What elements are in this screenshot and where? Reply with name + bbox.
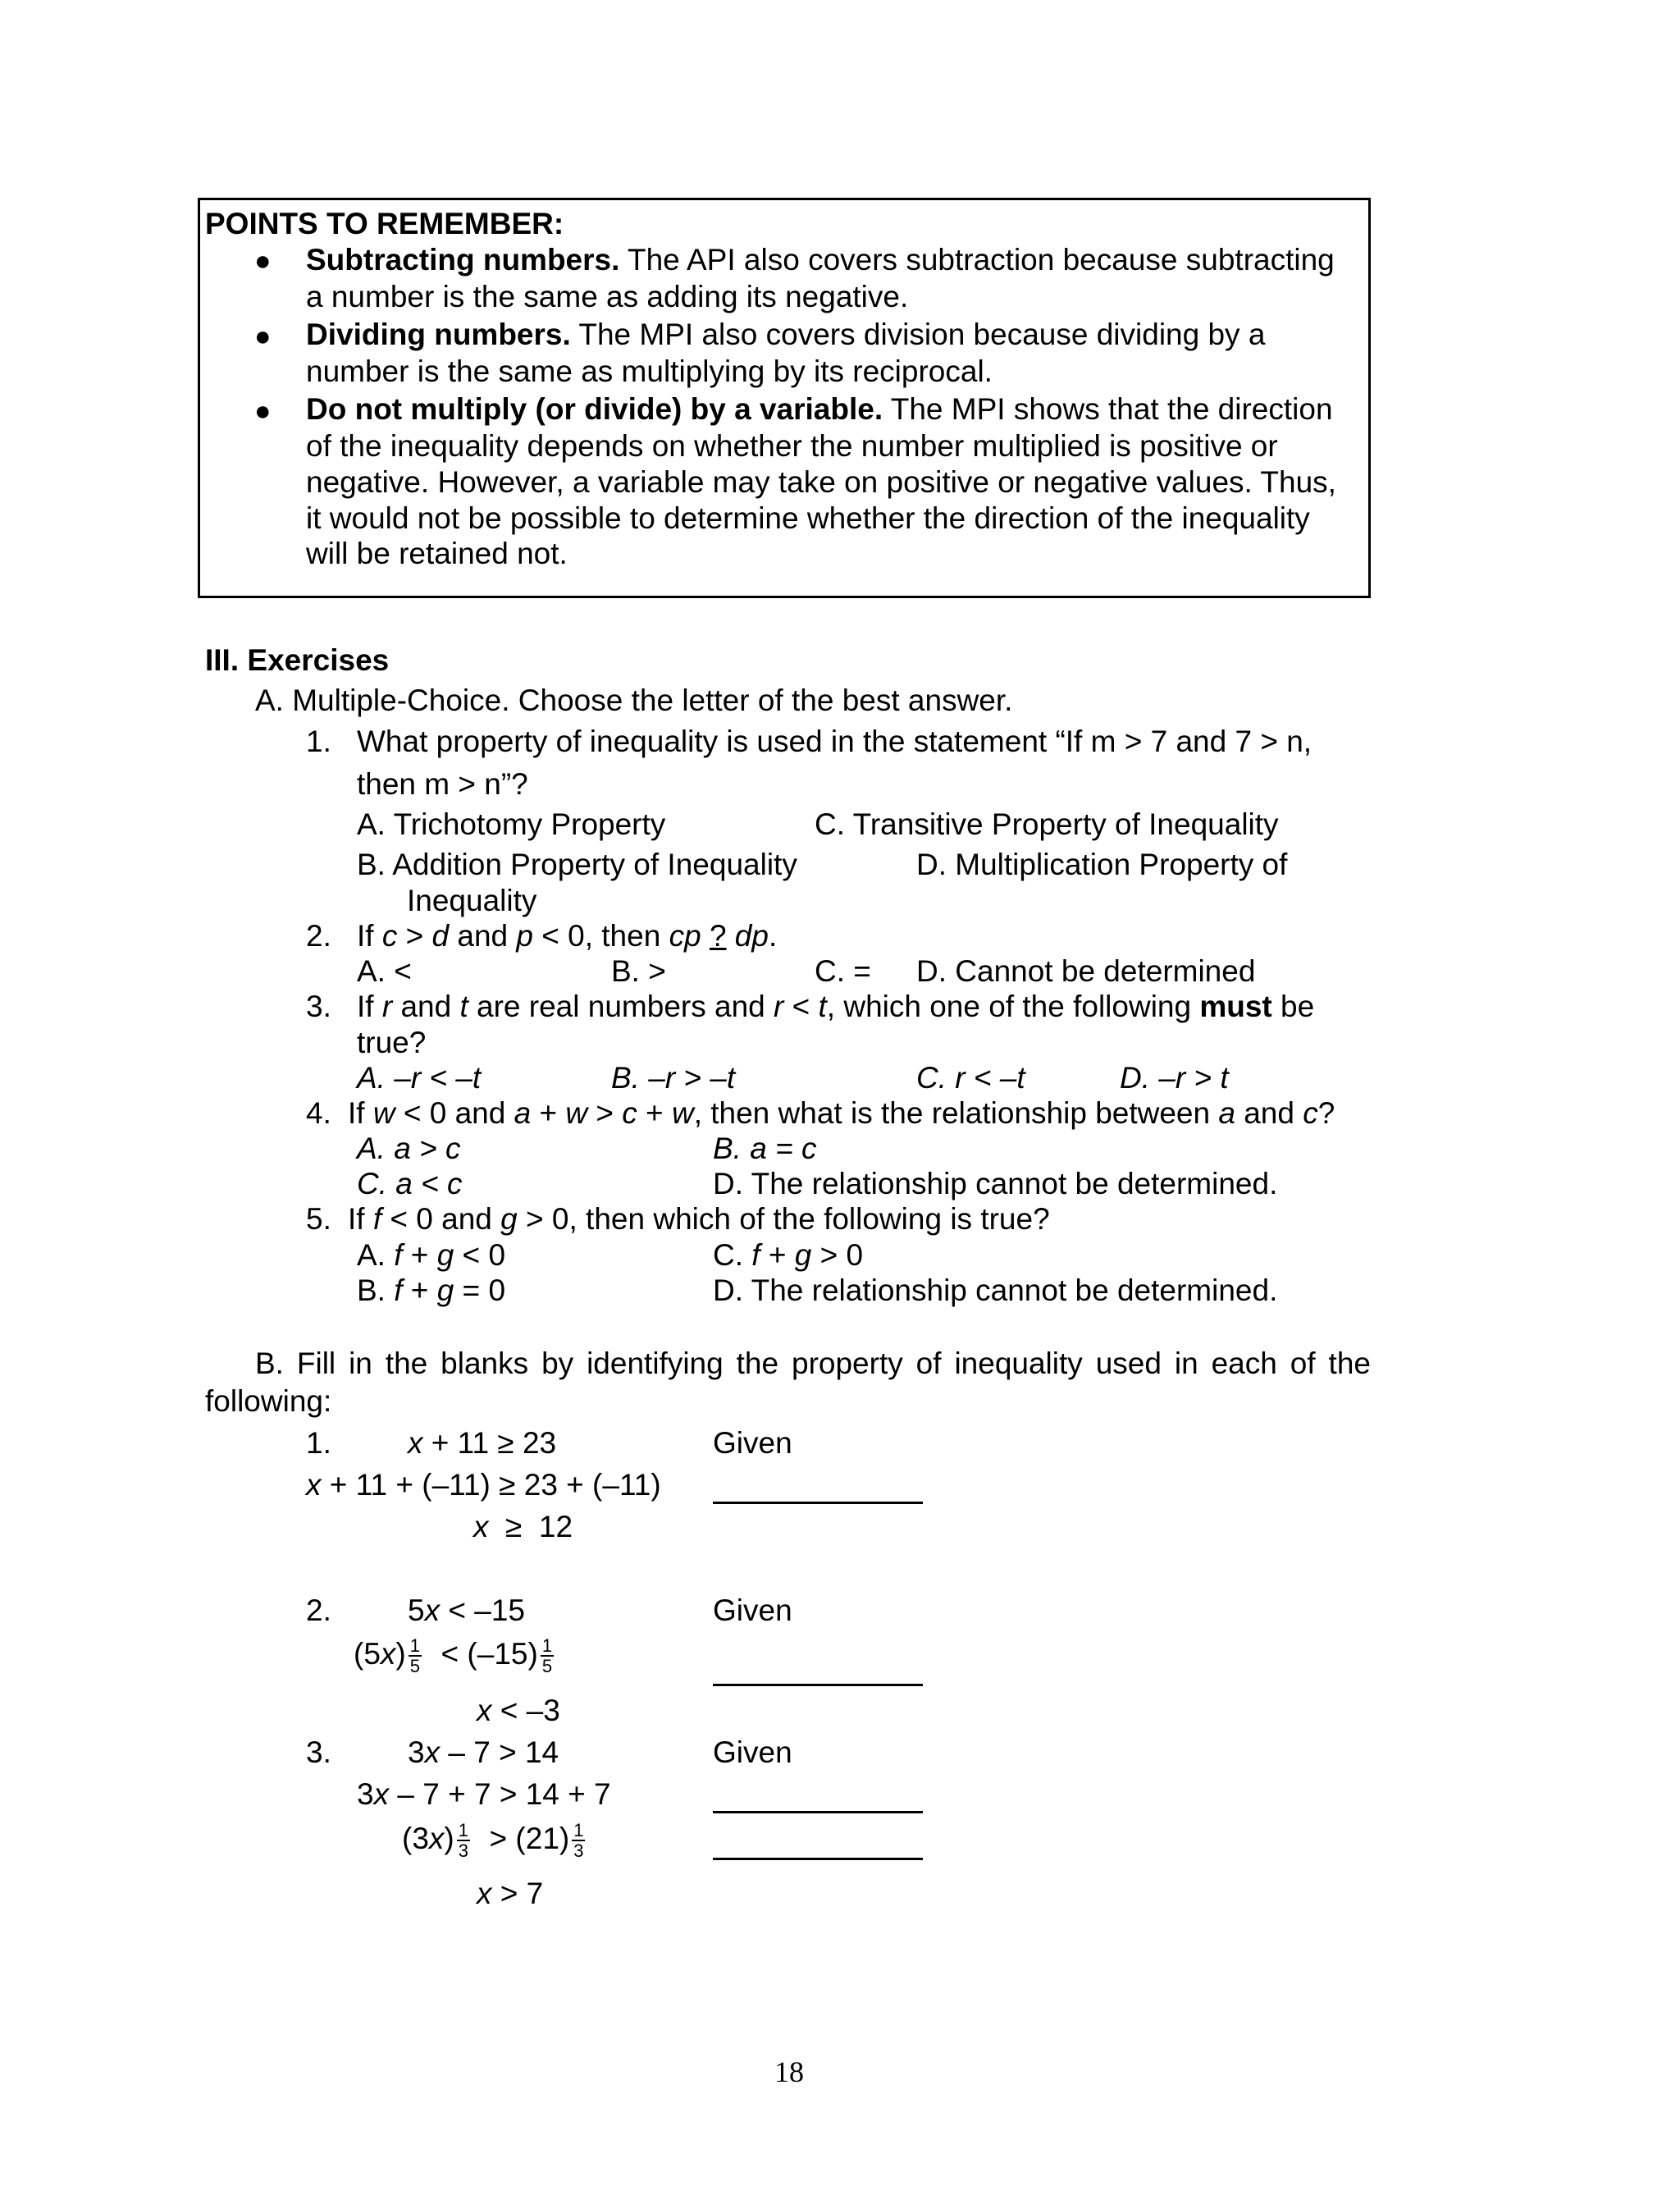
p3-answer-blank-1[interactable] xyxy=(713,1811,923,1813)
p3-step3: (3x) $\frac{1}{3}$ > (21) $\frac{1}{3}$ xyxy=(402,1820,584,1862)
q1-line2: then m > n”? xyxy=(357,767,528,801)
exercises-heading: III. Exercises xyxy=(205,643,390,677)
point-variable-line1 xyxy=(306,391,1333,427)
q3-line1: If r and t are real numbers and r < t, which one of the following must be xyxy=(357,990,1315,1023)
bullet-icon: ● xyxy=(254,245,272,277)
q2-option-b: B. > xyxy=(611,954,666,988)
q2-option-c: C. = xyxy=(815,954,871,988)
p1-number: 1. xyxy=(306,1426,331,1460)
p1-given: Given xyxy=(713,1426,792,1460)
q4-number: 4. xyxy=(306,1096,331,1130)
point-subtracting-title: Subtracting numbers. xyxy=(306,243,620,277)
q3-option-b: B. –r > –t xyxy=(611,1061,736,1095)
bullet-icon: ● xyxy=(254,395,272,427)
fraction-one-third: $\frac{1}{3}$ xyxy=(458,1820,468,1862)
p2-step1: 5x < –15 xyxy=(408,1593,525,1627)
q4-stem: If w < 0 and a + w > c + w, then what is the relationship between a and c? xyxy=(348,1096,1335,1130)
q1-option-b-cont: Inequality xyxy=(407,884,537,917)
q3-option-a: A. –r < –t xyxy=(357,1061,482,1095)
q3-number: 3. xyxy=(306,990,331,1023)
q3-option-c: C. r < –t xyxy=(916,1061,1025,1095)
q5-option-c: C. f + g > 0 xyxy=(713,1238,864,1272)
q1-option-c: C. Transitive Property of Inequality xyxy=(815,807,1279,841)
point-subtracting-text: The API also covers subtraction because subtracting xyxy=(619,243,1335,277)
p3-number: 3. xyxy=(306,1735,331,1769)
p2-number: 2. xyxy=(306,1593,331,1627)
p3-given: Given xyxy=(713,1735,792,1769)
q5-option-a: A. f + g < 0 xyxy=(357,1238,506,1272)
part-a-instruction: A. Multiple-Choice. Choose the letter of the best answer. xyxy=(255,684,1013,717)
p3-step1: 3x – 7 > 14 xyxy=(408,1735,559,1769)
q5-stem: If f < 0 and g > 0, then which of the following is true? xyxy=(348,1202,1050,1236)
p3-answer-blank-2[interactable] xyxy=(713,1858,923,1860)
point-variable-line3: negative. However, a variable may take on positive or negative values. Thus, xyxy=(306,465,1336,499)
q2-stem: If c > d and p < 0, then cp ? dp. xyxy=(357,919,778,953)
q5-number: 5. xyxy=(306,1202,331,1236)
p1-step2: x + 11 + (–11) ≥ 23 + (–11) xyxy=(306,1468,661,1502)
q4-option-c: C. a < c xyxy=(357,1167,463,1200)
q3-line2: true? xyxy=(357,1026,427,1059)
fraction-one-fifth: $\frac{1}{5}$ xyxy=(541,1635,553,1677)
point-dividing-line1 xyxy=(306,317,1265,353)
p1-step3: x ≥ 12 xyxy=(473,1510,573,1543)
q2-option-a: A. < xyxy=(357,954,412,988)
q3-option-d: D. –r > t xyxy=(1120,1061,1229,1095)
q1-option-d: D. Multiplication Property of xyxy=(916,848,1288,881)
p2-answer-blank[interactable] xyxy=(713,1684,923,1686)
p2-step3: x < –3 xyxy=(477,1694,560,1727)
point-variable-title: Do not multiply (or divide) by a variable. xyxy=(306,392,883,426)
p1-answer-blank[interactable] xyxy=(713,1502,923,1504)
p2-given: Given xyxy=(713,1593,792,1627)
point-subtracting-line1 xyxy=(306,242,1335,278)
q4-option-a: A. a > c xyxy=(357,1132,461,1165)
part-b-instruction-line2: following: xyxy=(205,1384,332,1418)
q1-option-b: B. Addition Property of Inequality xyxy=(357,848,797,881)
page-number: 18 xyxy=(774,2055,804,2088)
point-variable-line4: it would not be possible to determine whether the direction of the inequality xyxy=(306,501,1310,535)
points-heading: POINTS TO REMEMBER: xyxy=(205,207,564,240)
bullet-icon: ● xyxy=(254,321,272,352)
point-subtracting-line2: a number is the same as adding its negative. xyxy=(306,280,909,313)
point-dividing-line2: number is the same as multiplying by its reciprocal. xyxy=(306,354,993,388)
q5-option-d: D. The relationship cannot be determined. xyxy=(713,1273,1278,1307)
point-dividing-text: The MPI also covers division because dividing by a xyxy=(570,318,1266,351)
fraction-one-third: $\frac{1}{3}$ xyxy=(573,1820,584,1862)
q4-option-b: B. a = c xyxy=(713,1132,817,1165)
point-variable-line5: will be retained not. xyxy=(306,537,568,570)
point-variable-line2: of the inequality depends on whether the number multiplied is positive or xyxy=(306,429,1278,463)
q2-number: 2. xyxy=(306,919,331,953)
p1-step1: x + 11 ≥ 23 xyxy=(408,1426,557,1460)
q4-option-d: D. The relationship cannot be determined. xyxy=(713,1167,1278,1200)
fraction-one-fifth: $\frac{1}{5}$ xyxy=(409,1635,420,1677)
part-b-instruction-line1: B. Fill in the blanks by identifying the property of inequality used in each of the xyxy=(255,1346,1371,1380)
q1-option-a: A. Trichotomy Property xyxy=(357,807,666,841)
point-variable-text: The MPI shows that the direction xyxy=(883,392,1333,426)
p2-step2: (5x) $\frac{1}{5}$ < (–15) $\frac{1}{5}$ xyxy=(354,1635,553,1677)
q1-number: 1. xyxy=(306,725,331,758)
p3-step2: 3x – 7 + 7 > 14 + 7 xyxy=(357,1777,611,1811)
point-dividing-title: Dividing numbers. xyxy=(306,318,571,351)
q5-option-b: B. f + g = 0 xyxy=(357,1273,506,1307)
p3-step4: x > 7 xyxy=(477,1877,544,1910)
q1-line1: What property of inequality is used in the statement “If m > 7 and 7 > n, xyxy=(357,725,1312,758)
q2-option-d: D. Cannot be determined xyxy=(916,954,1256,988)
